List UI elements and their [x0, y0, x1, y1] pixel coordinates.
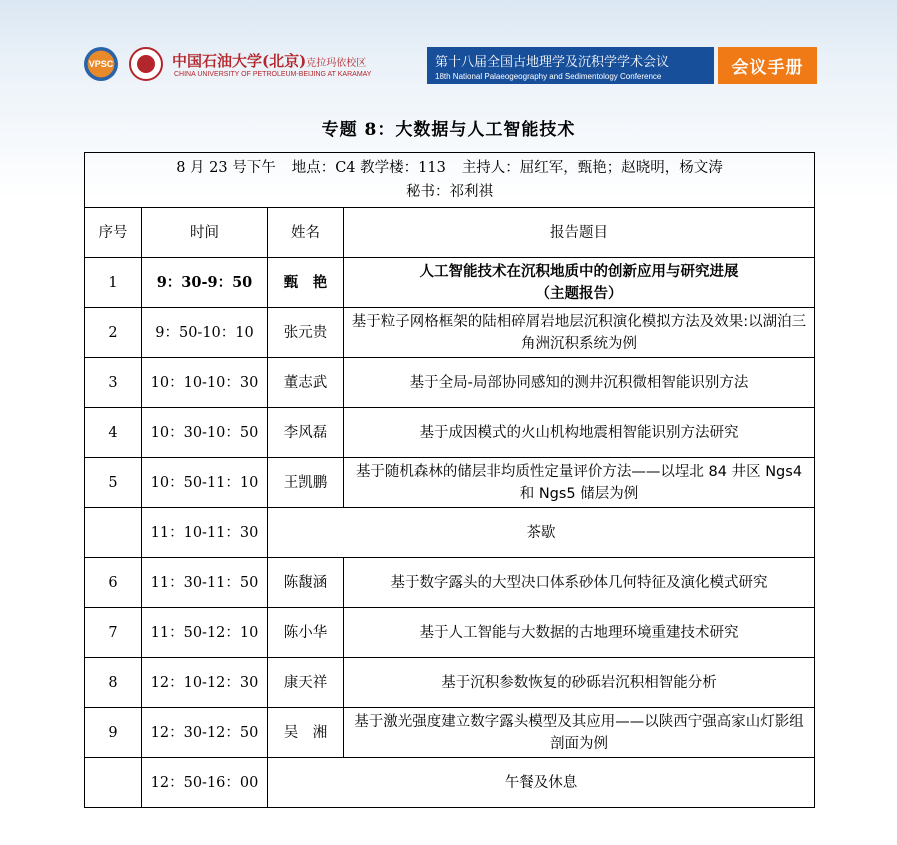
- topic-text: 人工智能技术在沉积地质中的创新应用与研究进展: [419, 263, 739, 280]
- session-date: 8 月 23 号下午: [176, 160, 276, 176]
- row-time: 10：30-10：50: [142, 408, 268, 458]
- conference-banner: [427, 47, 714, 84]
- topic-text: 基于全局-局部协同感知的测井沉积微相智能识别方法: [409, 374, 749, 391]
- row-no: 2: [85, 308, 142, 358]
- table-header-row: [85, 208, 815, 258]
- topic-text: 基于随机森林的储层非均质性定量评价方法——以埕北 84 井区 Ngs4 和 Ngs5 储层为例: [355, 463, 803, 502]
- row-topic: [344, 408, 815, 458]
- row-break: 午餐及休息: [268, 758, 815, 808]
- row-topic: [344, 658, 815, 708]
- table-row: [85, 508, 815, 558]
- university-name-en: CHINA UNIVERSITY OF PETROLEUM-BEIJING AT KARAMAY: [174, 71, 372, 78]
- conference-title-en: 18th National Palaeogeography and Sedimentology Conference: [435, 72, 662, 81]
- university-emblem: [129, 47, 163, 81]
- row-time: 11：30-11：50: [142, 558, 268, 608]
- row-no: 9: [85, 708, 142, 758]
- vpsc-logo: [84, 47, 118, 81]
- row-break: 茶歇: [268, 508, 815, 558]
- row-no: [85, 508, 142, 558]
- table-row: [85, 458, 815, 508]
- row-speaker: 李风磊: [268, 408, 344, 458]
- topic-text: 基于沉积参数恢复的砂砾岩沉积相智能分析: [441, 674, 717, 691]
- table-row: [85, 658, 815, 708]
- table-row: [85, 308, 815, 358]
- row-no: 7: [85, 608, 142, 658]
- topic-text: 基于人工智能与大数据的古地理环境重建技术研究: [419, 624, 739, 641]
- row-topic: [344, 708, 815, 758]
- row-topic: [344, 458, 815, 508]
- table-row: [85, 758, 815, 808]
- row-topic: [344, 308, 815, 358]
- table-row: [85, 608, 815, 658]
- row-speaker: 陈小华: [268, 608, 344, 658]
- table-row: [85, 358, 815, 408]
- table-row: [85, 558, 815, 608]
- row-time: 9：30-9：50: [142, 258, 268, 308]
- university-campus: 克拉玛依校区: [306, 58, 367, 69]
- emblem-icon: [137, 55, 155, 73]
- row-speaker: 甄 艳: [268, 258, 344, 308]
- row-no: 3: [85, 358, 142, 408]
- row-speaker: 陈馥涵: [268, 558, 344, 608]
- topic-text: 基于成因模式的火山机构地震相智能识别方法研究: [419, 424, 739, 441]
- table-row: [85, 408, 815, 458]
- row-no: 5: [85, 458, 142, 508]
- session-secretary: 秘书：祁利祺: [406, 184, 493, 200]
- table-row: [85, 708, 815, 758]
- table-row: [85, 258, 815, 308]
- row-speaker: 张元贵: [268, 308, 344, 358]
- row-time: 12：30-12：50: [142, 708, 268, 758]
- row-time: 10：50-11：10: [142, 458, 268, 508]
- vpsc-logo-text: VPSC: [88, 59, 114, 69]
- session-info-line: [85, 156, 814, 180]
- session-info-cell: [85, 153, 815, 208]
- row-time: 12：10-12：30: [142, 658, 268, 708]
- university-name: [172, 50, 366, 71]
- row-time: 9：50-10：10: [142, 308, 268, 358]
- conference-title-cn: 第十八届全国古地理学及沉积学学术会议: [435, 55, 670, 70]
- row-speaker: 王凯鹏: [268, 458, 344, 508]
- schedule-table: [84, 152, 815, 808]
- session-location: 地点：C4 教学楼：113: [291, 160, 446, 176]
- row-no: 4: [85, 408, 142, 458]
- row-no: 1: [85, 258, 142, 308]
- row-time: 10：10-10：30: [142, 358, 268, 408]
- row-time: 11：10-11：30: [142, 508, 268, 558]
- row-no: 8: [85, 658, 142, 708]
- row-speaker: 董志武: [268, 358, 344, 408]
- row-no: [85, 758, 142, 808]
- row-topic: [344, 358, 815, 408]
- page-header: [0, 0, 897, 110]
- topic-text: 基于粒子网格框架的陆相碎屑岩地层沉积演化模拟方法及效果:以湖泊三角洲沉积系统为例: [351, 313, 807, 352]
- topic-note: （主题报告）: [535, 285, 623, 302]
- row-time: 11：50-12：10: [142, 608, 268, 658]
- row-no: 6: [85, 558, 142, 608]
- header-time: 时间: [142, 208, 268, 258]
- session-hosts: 主持人：屈红军，甄艳；赵晓明，杨文涛: [461, 160, 723, 176]
- header-name: 姓名: [268, 208, 344, 258]
- university-name-cn: 中国石油大学(北京): [172, 52, 307, 70]
- session-title: 专题 8：大数据与人工智能技术: [321, 120, 576, 140]
- row-speaker: 康天祥: [268, 658, 344, 708]
- row-topic: [344, 558, 815, 608]
- row-time: 12：50-16：00: [142, 758, 268, 808]
- header-no: 序号: [85, 208, 142, 258]
- header-topic: 报告题目: [344, 208, 815, 258]
- row-speaker: 吴 湘: [268, 708, 344, 758]
- topic-text: 基于激光强度建立数字露头模型及其应用——以陕西宁强高家山灯影组剖面为例: [354, 713, 804, 752]
- row-topic: [344, 608, 815, 658]
- row-topic: [344, 258, 815, 308]
- session-info-row: [85, 153, 815, 208]
- topic-text: 基于数字露头的大型决口体系砂体几何特征及演化模式研究: [390, 574, 768, 591]
- handbook-label: 会议手册: [718, 47, 817, 84]
